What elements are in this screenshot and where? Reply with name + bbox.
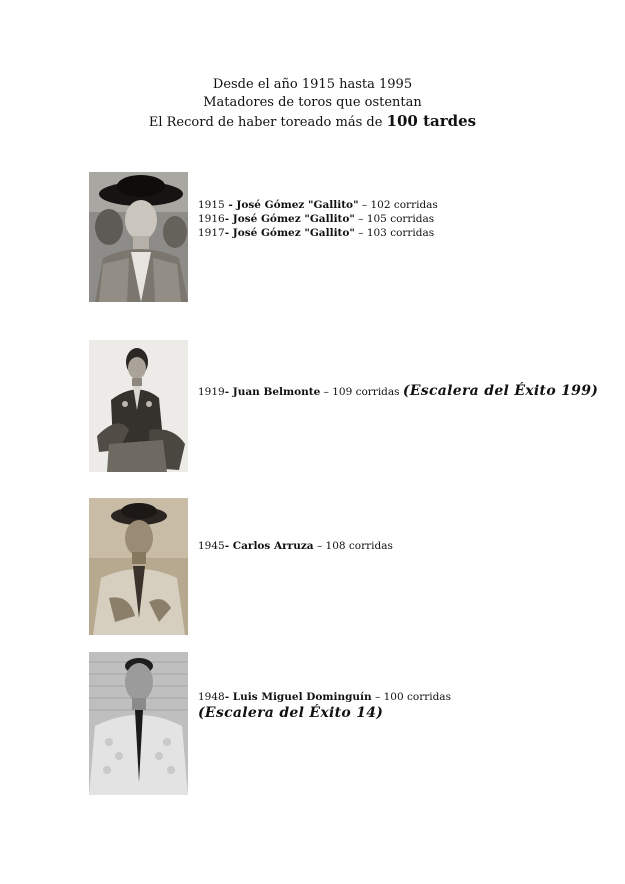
entry-note: (Escalera del Éxito 199) (402, 383, 599, 399)
entry-count: – 103 corridas (354, 227, 435, 239)
entry-1917 (198, 227, 434, 240)
entry-year: 1917 (198, 227, 225, 239)
entry-1915 (198, 199, 438, 212)
photo-arruza (89, 498, 188, 635)
entry-matador: Juan Belmonte (232, 386, 321, 398)
entry-year: 1948 (198, 691, 225, 703)
entry-year: 1919 (198, 386, 225, 398)
title-highlight: 100 tardes (386, 112, 477, 130)
entry-separator: - (224, 386, 233, 398)
entry-year: 1945 (198, 540, 225, 552)
entry-year: 1915 (198, 199, 225, 211)
entry-count: – 105 corridas (354, 213, 435, 225)
entry-1916 (198, 213, 434, 226)
entry-1948 (198, 691, 451, 704)
entry-separator: - (224, 691, 233, 703)
title-line-1: Desde el año 1915 hasta 1995 (212, 77, 413, 92)
entry-count: – 102 corridas (358, 199, 438, 211)
title-line-3 (0, 112, 625, 132)
photo-gallito (89, 172, 188, 302)
entry-note: (Escalera del Éxito 14) (198, 705, 384, 721)
entry-separator: - (224, 227, 233, 239)
entry-year: 1916 (198, 213, 225, 225)
entry-1945 (198, 540, 393, 553)
entry-matador: José Gómez "Gallito" (232, 213, 355, 225)
entry-count: – 109 corridas (320, 386, 403, 398)
entry-1948-note (198, 707, 383, 721)
entry-separator: - (224, 213, 233, 225)
entry-separator: - (224, 540, 233, 552)
photo-belmonte (89, 340, 188, 472)
page-title (0, 76, 625, 132)
entry-matador: Carlos Arruza (232, 540, 314, 552)
entry-count: – 100 corridas (371, 691, 451, 703)
title-line-2: Matadores de toros que ostentan (203, 95, 422, 110)
entry-matador: Luis Miguel Dominguín (232, 691, 372, 703)
entry-matador: José Gómez "Gallito" (236, 199, 359, 211)
entry-1919 (198, 385, 598, 399)
photo-dominguin (89, 652, 188, 795)
entry-separator: - (224, 199, 237, 211)
entry-matador: José Gómez "Gallito" (232, 227, 355, 239)
title-line-3-prefix: El Record de haber toreado más de (148, 115, 387, 130)
entry-count: – 108 corridas (313, 540, 393, 552)
